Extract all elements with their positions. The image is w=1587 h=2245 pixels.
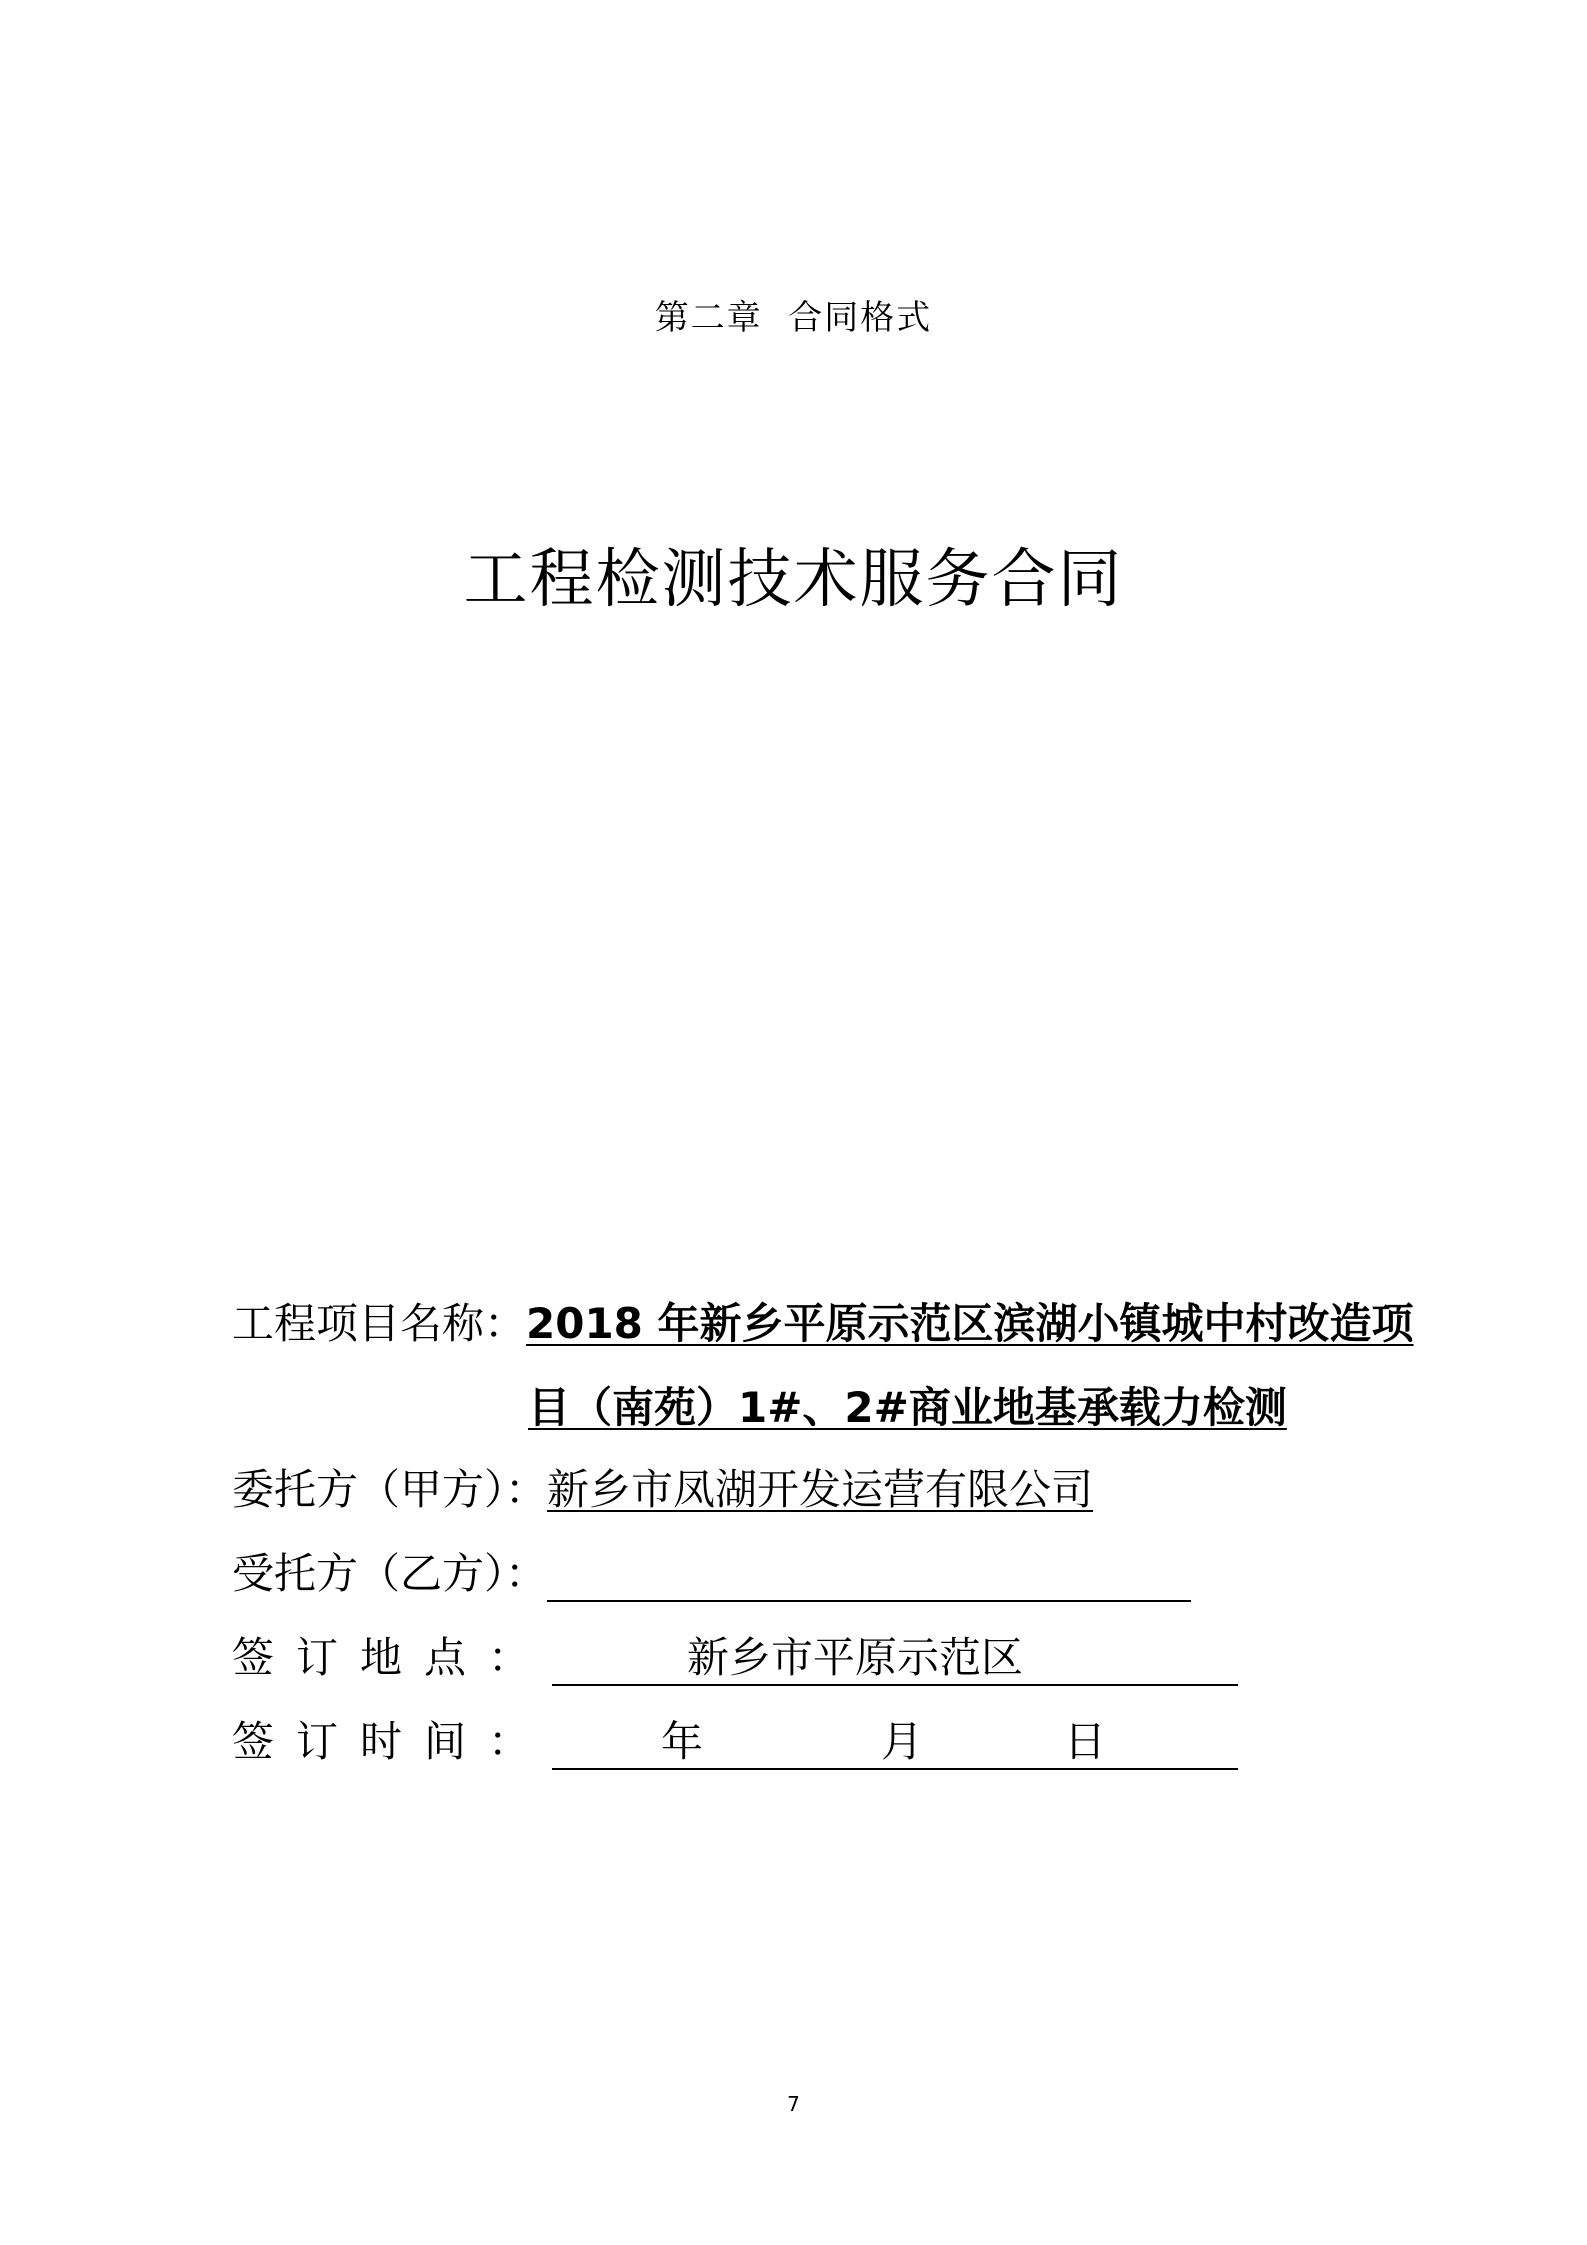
sign-place-field xyxy=(232,1630,1238,1686)
sign-time-year: 年 xyxy=(661,1717,704,1766)
contractor-field xyxy=(232,1546,1191,1602)
client-value: 新乡市凤湖开发运营有限公司 xyxy=(547,1465,1094,1514)
contractor-value xyxy=(547,1550,1191,1602)
sign-place-label: 签订地点： xyxy=(232,1633,553,1682)
document-title: 工程检测技术服务合同 xyxy=(463,543,1124,617)
project-name-value-line2: 目（南苑）1#、2#商业地基承载力检测 xyxy=(528,1383,1287,1432)
sign-time-field xyxy=(232,1714,1238,1770)
sign-time-month: 月 xyxy=(881,1717,924,1766)
project-name-label: 工程项目名称： xyxy=(232,1299,527,1348)
sign-time-label: 签订时间： xyxy=(232,1717,553,1766)
client-field xyxy=(232,1462,1093,1518)
client-label: 委托方（甲方）： xyxy=(232,1465,548,1514)
sign-time-underline xyxy=(552,1716,1238,1770)
project-name-value-line1: 2018 年新乡平原示范区滨湖小镇城中村改造项 xyxy=(526,1299,1414,1348)
project-name-field xyxy=(232,1296,1414,1352)
chapter-heading: 第二章 合同格式 xyxy=(654,298,933,338)
contractor-label: 受托方（乙方）： xyxy=(232,1549,548,1598)
sign-place-value: 新乡市平原示范区 xyxy=(552,1632,1238,1686)
sign-time-day: 日 xyxy=(1064,1717,1107,1766)
page-number: 7 xyxy=(787,2092,800,2116)
